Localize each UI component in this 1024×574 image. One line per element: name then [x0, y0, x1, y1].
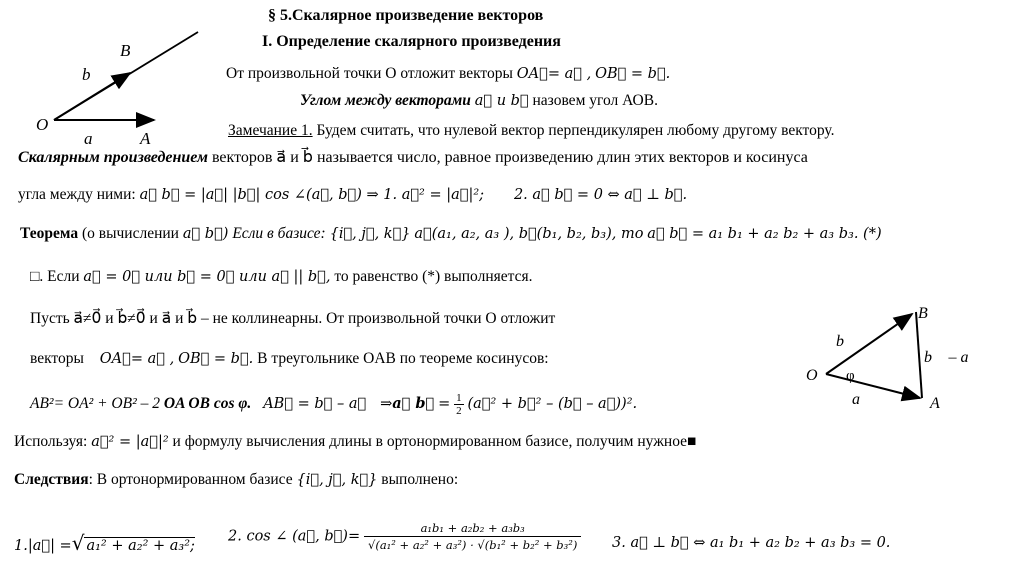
using-line: Используя: a⃗² = |a⃗|² и формулу вычисления длины в ортонормированном базисе, получим нужное■ — [14, 433, 697, 450]
theorem-line: Теорема (о вычислении a⃗ b⃗) Если в базисе: {i⃗, j⃗, k⃗} a⃗(a₁, a₂, a₃ ), b⃗(b₁, b₂, b₃), то a⃗ b⃗ = a₁ b₁ + a₂ b₂ + a₃ b₃. (*) — [20, 225, 882, 242]
tri-label-a: a⃗ — [852, 391, 873, 408]
triangle-side-ab — [916, 312, 922, 398]
proof-case-2: Пусть a⃗≠0⃗ и b⃗≠0⃗ и a⃗ и b⃗ – не коллинеарны. От произвольной точки O отложит — [30, 310, 556, 327]
tri-label-b-minus-a: b⃗ – a⃗ — [924, 349, 981, 366]
note-line: Замечание 1. Будем считать, что нулевой вектор перпендикулярен любому другому вектору. — [228, 122, 835, 139]
tri-label-phi: φ — [846, 368, 855, 384]
tri-label-b: b⃗ — [836, 333, 857, 350]
corollary-1: 1.|a⃗| =√ a₁² + a₂² + a₃²; — [14, 531, 195, 555]
proof-case-3: векторы OA⃗= a⃗ , OB⃗ = b⃗. В треугольнике OAB по теореме косинусов: — [30, 350, 549, 367]
section-subtitle: I. Определение скалярного произведения — [262, 33, 561, 50]
corollary-2: 2. cos ∠ (a⃗, b⃗)= $\frac{\text{a₁b₁ + a₂b₂ + a₃b₃}}{\text{√(a₁² + a₂² + a₃²) · √(b₁² + b₂² + b₃²)}}$ — [228, 520, 581, 553]
triangle-diagram — [800, 300, 990, 418]
tri-label-O: O — [806, 367, 818, 384]
page-title: § 5.Скалярное произведение векторов — [268, 7, 544, 24]
cosine-law-line: AB²= OA² + OB² – 2 OA OB cos φ. AB⃗ = b⃗ – a⃗ ⇒a⃗ b⃗ = $\frac{1}{2}$ (a⃗² + b⃗² – (b⃗ – a⃗))². — [30, 391, 638, 417]
label-A: A — [140, 129, 151, 148]
label-b: b⃗ — [82, 65, 104, 84]
definition-line: Скалярным произведением векторов a⃗ и b⃗ называется число, равное произведению длин этих векторов и косинуса — [18, 149, 808, 166]
corollary-line: Следствия: В ортонормированном базисе {i⃗, j⃗, k⃗} выполнено: — [14, 471, 459, 488]
line-2: Углом между векторами a⃗ и b⃗ назовем угол АОВ. — [300, 92, 658, 109]
line-1: От произвольной точки O отложит векторы OA⃗= a⃗ , OB⃗ = b⃗. — [226, 65, 671, 82]
triangle-side-oa — [826, 374, 920, 398]
corollary-3: 3. a⃗ ⊥ b⃗ ⇔ a₁ b₁ + a₂ b₂ + a₃ b₃ = 0. — [612, 535, 891, 551]
sqrt-sign: √ — [71, 531, 85, 555]
proof-case-1: □. Если a⃗ = 0⃗ или b⃗ = 0⃗ или a⃗ || b⃗, то равенство (*) выполняется. — [30, 268, 533, 285]
label-a: a⃗ — [84, 129, 106, 148]
one-half-fraction: $\frac{1}{2}$ — [456, 391, 462, 417]
definition-formula-line: угла между ними: a⃗ b⃗ = |a⃗| |b⃗| cos ∠(a⃗, b⃗) ⇒ 1. a⃗² = |a⃗|²; 2. a⃗ b⃗ = 0 ⇔ a⃗ ⊥ b⃗. — [18, 186, 688, 203]
angle-diagram — [20, 20, 220, 150]
cosine-fraction: $\frac{\text{a₁b₁ + a₂b₂ + a₃b₃}}{\text{√(a₁² + a₂² + a₃²) · √(b₁² + b₂² + b₃²)}}$ — [364, 520, 581, 553]
label-O: O — [36, 115, 49, 134]
tri-label-A: A — [930, 395, 940, 412]
tri-label-B: B — [918, 305, 928, 322]
label-B: B — [120, 41, 131, 60]
